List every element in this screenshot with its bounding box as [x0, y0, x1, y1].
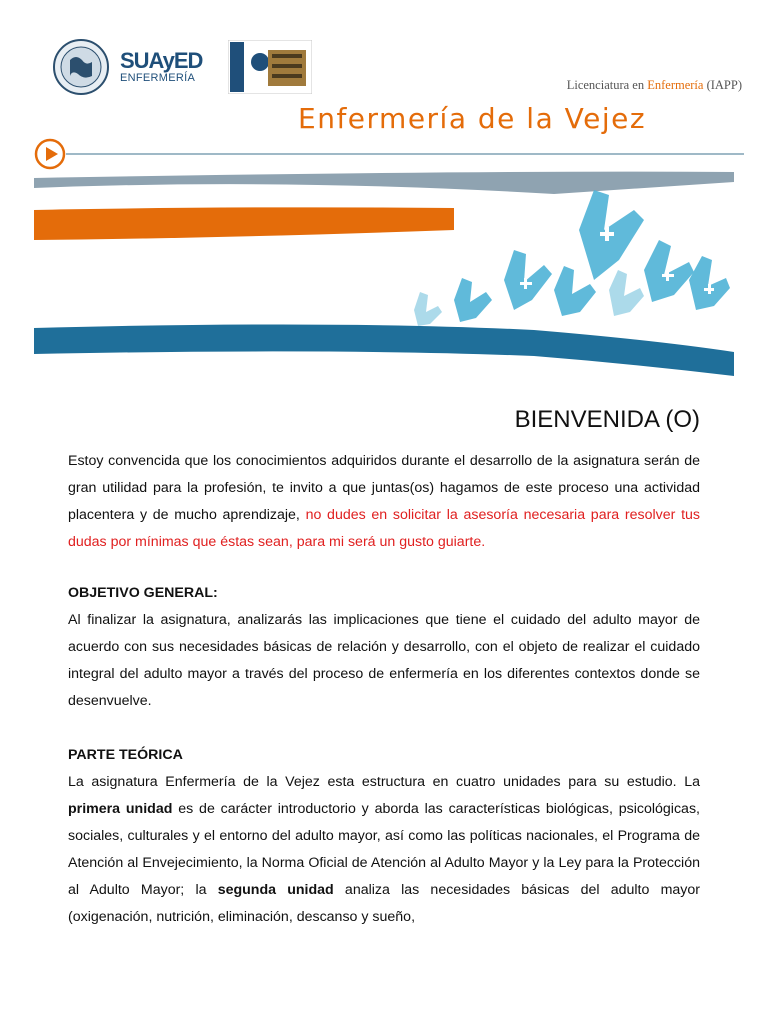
theory-bold-2: segunda unidad: [217, 882, 334, 898]
header-divider: [66, 153, 744, 155]
welcome-paragraph: [68, 448, 700, 556]
welcome-text: Estoy convencida que los conocimientos adquiridos durante el desarrollo de la asignatura serán de gran utilidad para la profesión, te invito a que juntas(os) hagamos de este proceso una actividad placentera y de mucho aprendizaje,: [68, 453, 700, 523]
cuaed-logo: [228, 40, 312, 94]
welcome-highlight-text: no dudes en solicitar la asesoría necesaria para resolver tus dudas por mínimas que éstas sean, para mi será un gusto guiarte.: [68, 507, 701, 550]
theory-text-2: es de carácter introductorio y aborda las características biológicas, psicológicas, sociales, culturales y el entorno del adulto mayor, así como las políticas nacionales, el Programa de Atención al Envejecimiento, la Norma Oficial de Atención al Adulto Mayor y la Ley para la Protección al Adulto Mayor; la: [68, 801, 700, 898]
theory-bold-1: primera unidad: [68, 801, 173, 817]
suayed-enfermeria-logo: [118, 46, 214, 90]
program-subtitle: [567, 78, 742, 93]
objective-section: [68, 580, 700, 715]
theory-text-1: La asignatura Enfermería de la Vejez esta estructura en cuatro unidades para su estudio. La: [68, 774, 700, 790]
theory-section: [68, 742, 700, 931]
theory-text-3: analiza las necesidades básicas del adulto mayor (oxigenación, nutrición, eliminación, descanso y sueño,: [68, 882, 701, 925]
subtitle-highlight: Enfermería: [647, 78, 704, 92]
suayed-logo-top: SUAyED: [120, 48, 203, 73]
subtitle-suffix: (IAPP): [703, 78, 742, 92]
welcome-section: [68, 448, 700, 556]
hands-banner-image: [34, 170, 734, 376]
suayed-logo-bottom: ENFERMERÍA: [120, 72, 196, 84]
theory-paragraph: [68, 769, 700, 931]
theory-title: PARTE TEÓRICA: [68, 747, 183, 763]
objective-title: OBJETIVO GENERAL:: [68, 585, 218, 601]
objective-paragraph: Al finalizar la asignatura, analizarás las implicaciones que tiene el cuidado del adulto mayor de acuerdo con sus necesidades básicas de relación y desarrollo, con el objeto de realizar el cuidado integral del adulto mayor a través del proceso de enfermería en los diferentes contextos donde se desenvuelve.: [68, 612, 700, 709]
play-icon[interactable]: [34, 138, 66, 170]
welcome-heading: BIENVENIDA (O): [514, 406, 700, 433]
course-title: Enfermería de la Vejez: [298, 102, 647, 135]
unam-seal-logo: [52, 38, 110, 96]
subtitle-prefix: Licenciatura en: [566, 78, 648, 92]
